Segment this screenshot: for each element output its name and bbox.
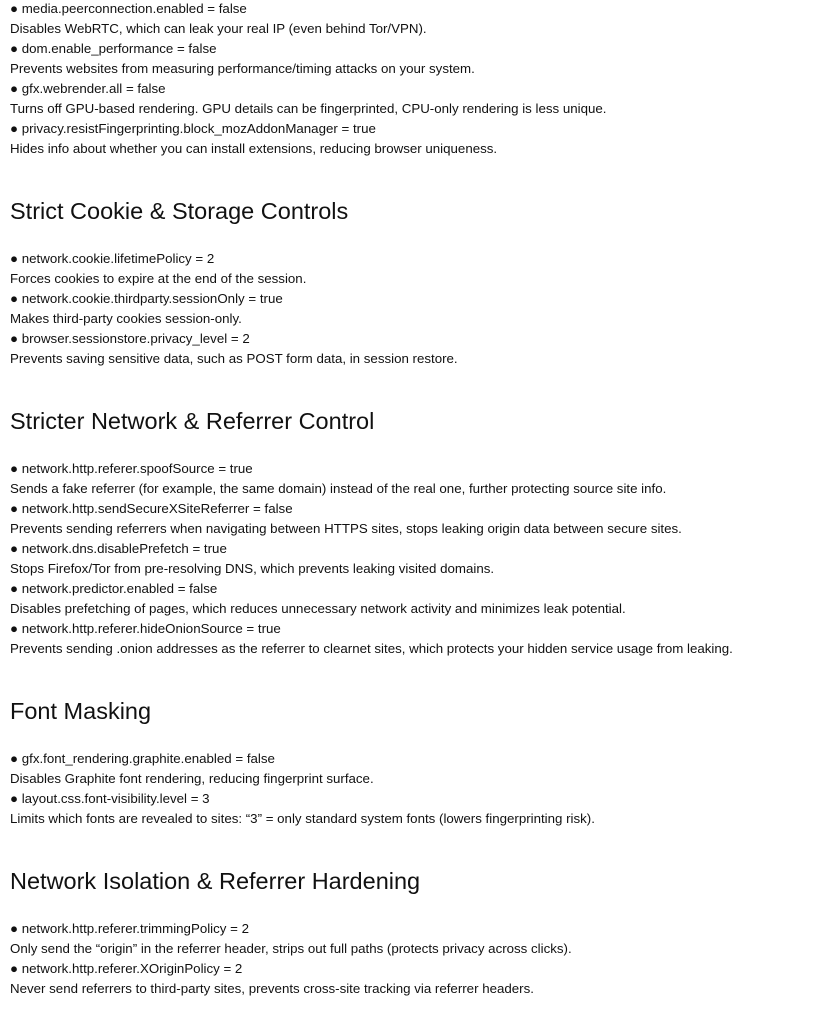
setting-line: ● media.peerconnection.enabled = false	[10, 1, 247, 16]
setting-description: Never send referrers to third-party sites, prevents cross-site tracking via referrer headers.	[10, 981, 534, 996]
setting-description: Hides info about whether you can install extensions, reducing browser uniqueness.	[10, 141, 498, 156]
setting-description: Only send the “origin” in the referrer header, strips out full paths (protects privacy across clicks).	[10, 941, 572, 956]
setting-line: ● network.http.referer.spoofSource = true	[10, 461, 253, 476]
setting-description: Prevents saving sensitive data, such as POST form data, in session restore.	[10, 351, 458, 366]
setting-description: Forces cookies to expire at the end of the session.	[10, 271, 307, 286]
setting-description: Disables WebRTC, which can leak your real IP (even behind Tor/VPN).	[10, 21, 427, 36]
setting-line: ● network.http.referer.XOriginPolicy = 2	[10, 961, 243, 976]
setting-line: ● network.http.referer.hideOnionSource = true	[10, 621, 281, 636]
section-heading: Stricter Network & Referrer Control	[10, 408, 375, 434]
setting-description: Prevents websites from measuring performance/timing attacks on your system.	[10, 61, 475, 76]
setting-description: Sends a fake referrer (for example, the same domain) instead of the real one, further protecting source site info.	[10, 481, 667, 496]
setting-line: ● network.cookie.thirdparty.sessionOnly = true	[10, 291, 283, 306]
setting-description: Turns off GPU-based rendering. GPU details can be fingerprinted, CPU-only rendering is less unique.	[10, 101, 607, 116]
setting-line: ● gfx.webrender.all = false	[10, 81, 166, 96]
setting-line: ● network.http.sendSecureXSiteReferrer = false	[10, 501, 293, 516]
setting-description: Disables prefetching of pages, which reduces unnecessary network activity and minimizes leak potential.	[10, 601, 626, 616]
setting-description: Prevents sending referrers when navigating between HTTPS sites, stops leaking origin data between secure sites.	[10, 521, 682, 536]
setting-line: ● layout.css.font-visibility.level = 3	[10, 791, 210, 806]
setting-description: Stops Firefox/Tor from pre-resolving DNS, which prevents leaking visited domains.	[10, 561, 495, 576]
section-heading: Network Isolation & Referrer Hardening	[10, 868, 421, 894]
setting-description: Limits which fonts are revealed to sites: “3” = only standard system fonts (lowers fingerprinting risk).	[10, 811, 595, 826]
intro-list	[10, 0, 820, 159]
section-network-isolation	[10, 829, 820, 999]
setting-line: ● gfx.font_rendering.graphite.enabled = false	[10, 751, 275, 766]
document-body	[10, 0, 820, 999]
setting-line: ● network.dns.disablePrefetch = true	[10, 541, 227, 556]
setting-description: Prevents sending .onion addresses as the referrer to clearnet sites, which protects your hidden service usage from leaking.	[10, 641, 733, 656]
setting-line: ● network.cookie.lifetimePolicy = 2	[10, 251, 215, 266]
setting-line: ● network.predictor.enabled = false	[10, 581, 218, 596]
section-heading: Font Masking	[10, 698, 152, 724]
setting-description: Makes third-party cookies session-only.	[10, 311, 242, 326]
setting-line: ● privacy.resistFingerprinting.block_mozAddonManager = true	[10, 121, 376, 136]
section-font-masking	[10, 659, 820, 829]
section-heading: Strict Cookie & Storage Controls	[10, 198, 349, 224]
setting-line: ● dom.enable_performance = false	[10, 41, 217, 56]
setting-line: ● network.http.referer.trimmingPolicy = 2	[10, 921, 249, 936]
section-network-referrer	[10, 369, 820, 659]
section-cookie-storage	[10, 159, 820, 369]
setting-line: ● browser.sessionstore.privacy_level = 2	[10, 331, 250, 346]
setting-description: Disables Graphite font rendering, reducing fingerprint surface.	[10, 771, 374, 786]
